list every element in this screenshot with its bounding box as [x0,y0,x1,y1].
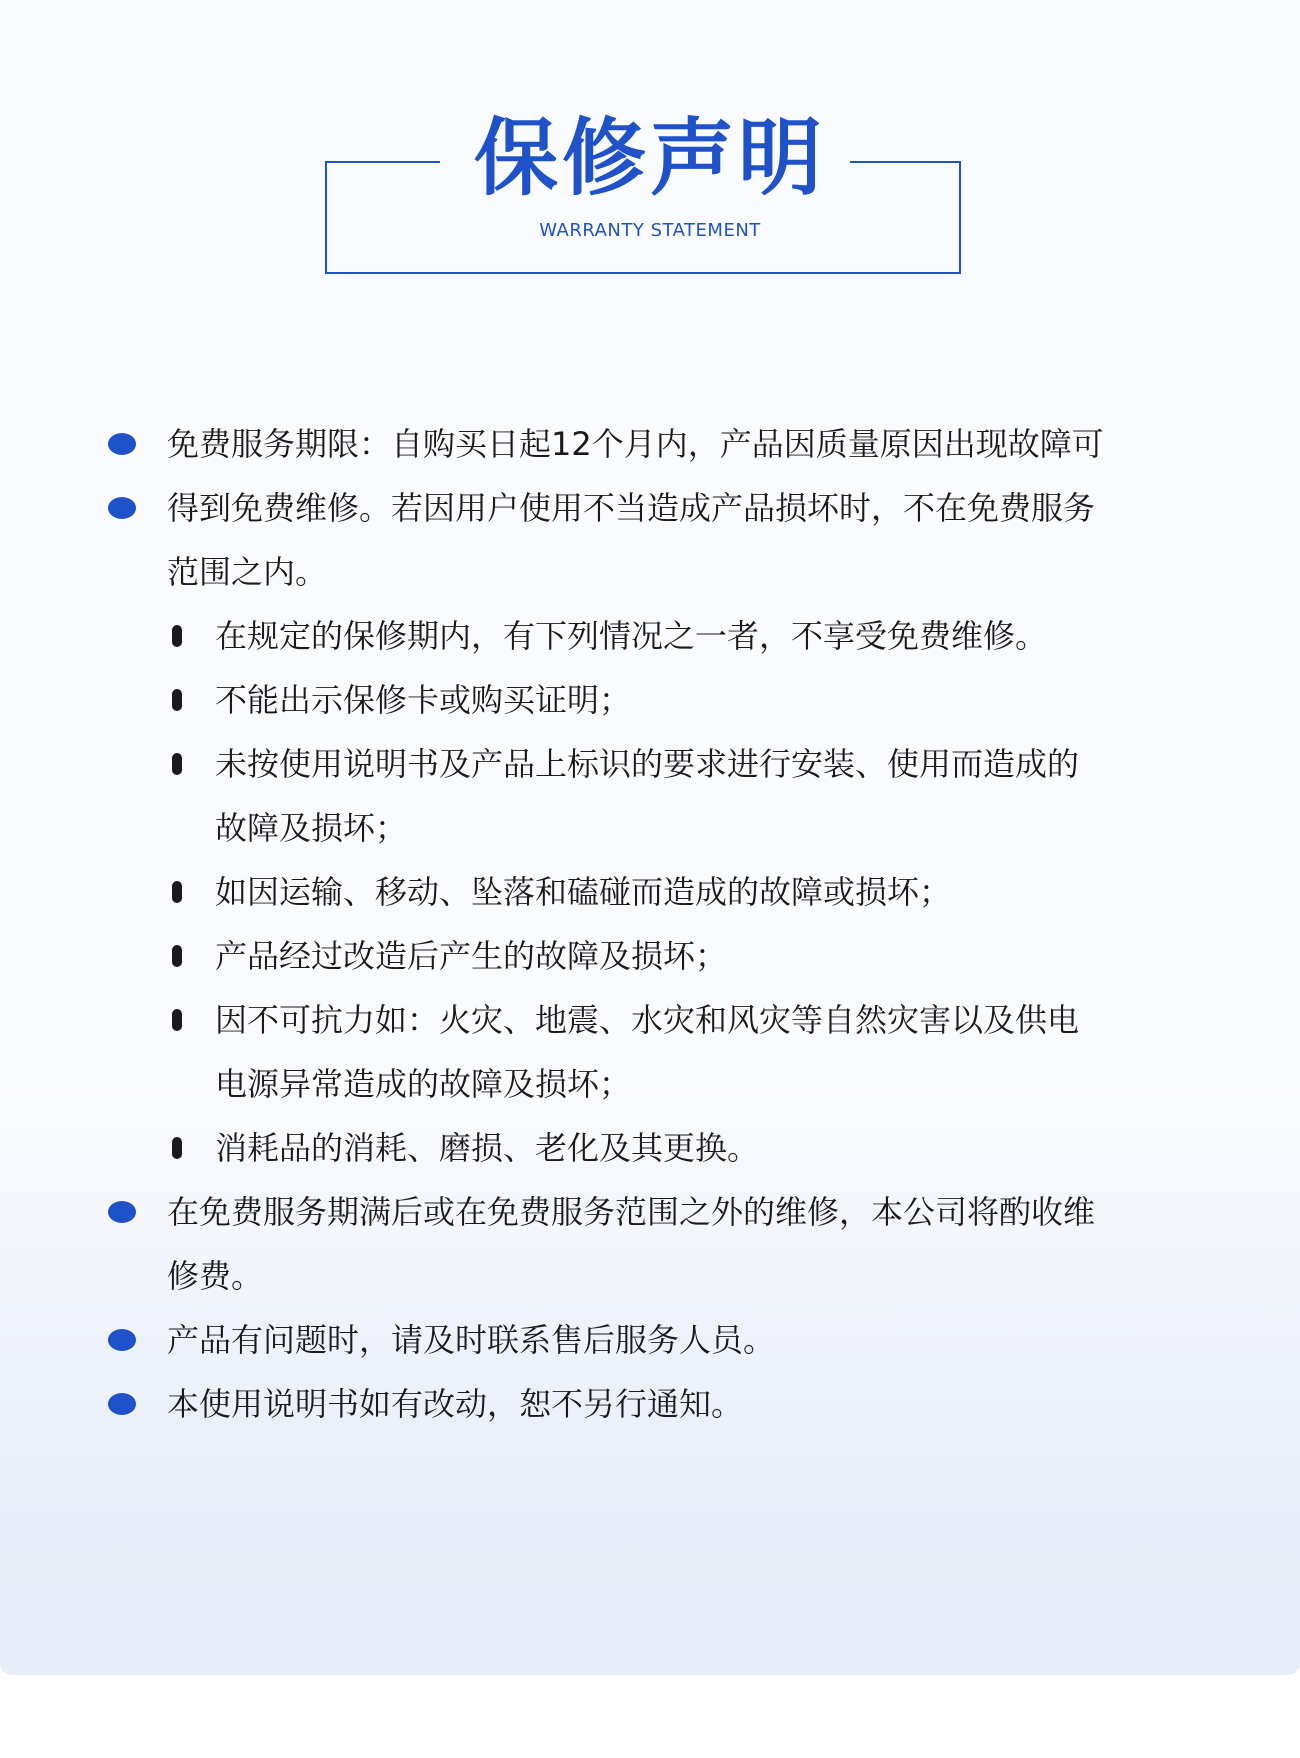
item-text-line: 产品经过改造后产生的故障及损坏； [215,937,728,975]
bullet-pill-icon [172,625,182,647]
list-item [0,412,1300,604]
bullet-pill-icon [172,689,182,711]
item-text-line: 免费服务期限：自购买日起12个月内，产品因质量原因出现故障可 [167,425,1104,463]
bullet-pill-icon [172,1009,182,1031]
page-subtitle: WARRANTY STATEMENT [539,220,761,241]
item-text-line: 修费。 [167,1257,264,1295]
warranty-list [0,412,1300,1436]
bullet-pill-icon [172,1137,182,1159]
bullet-pill-icon [172,753,182,775]
item-text-line: 电源异常造成的故障及损坏； [215,1065,632,1103]
sub-list-item [0,732,1300,860]
item-text-line: 产品有问题时，请及时联系售后服务人员。 [167,1321,776,1359]
item-text-line: 在免费服务期满后或在免费服务范围之外的维修，本公司将酌收维 [167,1193,1096,1231]
item-text-line: 得到免费维修。若因用户使用不当造成产品损坏时，不在免费服务 [167,489,1096,527]
item-text-line: 本使用说明书如有改动，恕不另行通知。 [167,1385,744,1423]
sub-list-item [0,668,1300,732]
list-item [0,1372,1300,1436]
item-text-line: 故障及损坏； [215,809,408,847]
sub-list-item [0,924,1300,988]
list-item [0,1180,1300,1308]
item-text-line: 范围之内。 [167,553,328,591]
sub-list-item [0,988,1300,1116]
bullet-dot-icon [108,1393,136,1415]
sub-list-item [0,604,1300,668]
item-text-line: 不能出示保修卡或购买证明； [215,681,632,719]
bullet-dot-icon [108,1201,136,1223]
page-title: 保修声明 [473,109,826,207]
item-text-line: 因不可抗力如：火灾、地震、水灾和风灾等自然灾害以及供电 [215,1001,1080,1039]
bullet-pill-icon [172,881,182,903]
item-text-line: 消耗品的消耗、磨损、老化及其更换。 [215,1129,760,1167]
item-text-line: 未按使用说明书及产品上标识的要求进行安装、使用而造成的 [215,745,1080,783]
sub-list-item [0,1116,1300,1180]
bullet-dot-icon [108,1329,136,1351]
bullet-dot-icon [108,433,136,455]
item-text-line: 如因运输、移动、坠落和磕碰而造成的故障或损坏； [215,873,952,911]
item-text-line: 在规定的保修期内，有下列情况之一者，不享受免费维修。 [215,617,1048,655]
sub-list-item [0,860,1300,924]
bullet-pill-icon [172,945,182,967]
bullet-dot-icon [108,497,136,519]
list-item [0,1308,1300,1372]
